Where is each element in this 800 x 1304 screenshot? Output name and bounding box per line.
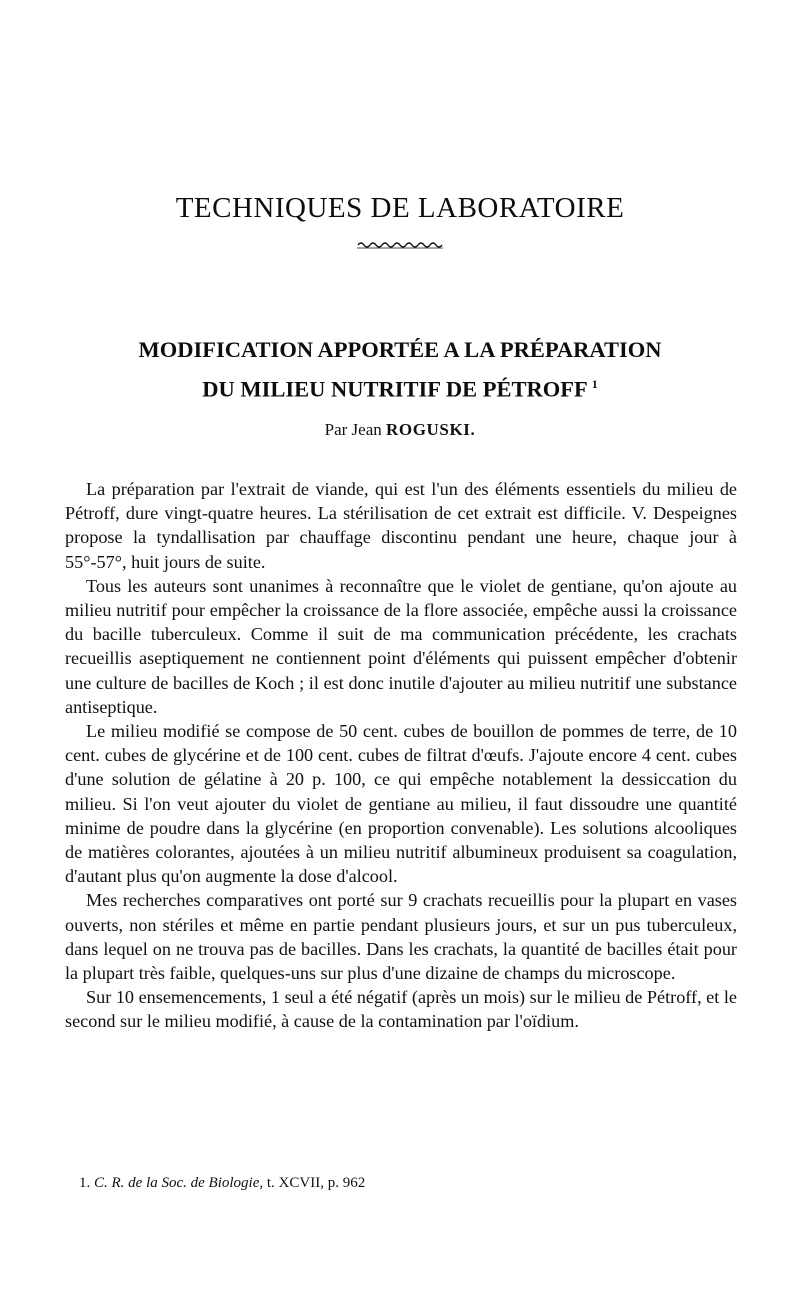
article-title-line-2	[0, 367, 800, 407]
byline-prefix: Par Jean	[324, 420, 382, 439]
wavy-rule-ornament	[357, 240, 443, 250]
article-body	[65, 477, 737, 1034]
byline	[0, 420, 800, 440]
paragraph: Mes recherches comparatives ont porté sur 9 crachats recueillis pour la plupart en vases ouverts, non stériles et même en partie pendant plusieurs jours, et sur un pus tuberculeux, dans lequel on ne trouva pas de bacilles. Dans les crachats, la quantité de bacilles était pour la plupart très faible, quelques-uns sur plus d'une dizaine de champs du microscope.	[65, 890, 737, 984]
article-title-line-2-text: DU MILIEU NUTRITIF DE PÉTROFF	[202, 376, 588, 402]
section-title: TECHNIQUES DE LABORATOIRE	[175, 192, 625, 224]
article-title	[0, 332, 800, 407]
footnote-number: 1.	[79, 1175, 91, 1191]
footnote-reference[interactable]: 1	[591, 377, 598, 391]
paragraph: Tous les auteurs sont unanimes à reconnaître que le violet de gentiane, qu'on ajoute au milieu nutritif pour empêcher la croissance de la flore associée, empêche aussi la croissance du bacille tuberculeux. Comme il suit de ma communication précédente, les crachats recueillis aseptiquement ne contiennent point d'éléments qui puissent empêcher d'obtenir une culture de bacilles de Koch ; il est donc inutile d'ajouter au milieu nutritif une substance antiseptique.	[65, 575, 737, 717]
paragraph: La préparation par l'extrait de viande, qui est l'un des éléments essentiels du milieu de Pétroff, dure vingt-quatre heures. La stérilisation de cet extrait est difficile. V. Despeignes propose la tyndallisation par chauffage discontinu pendant une heure, chaque jour à 55°-57°, huit jours de suite.	[65, 479, 737, 572]
paragraph: Sur 10 ensemencements, 1 seul a été négatif (après un mois) sur le milieu de Pétroff, et le second sur le milieu modifié, à cause de la contamination par l'oïdium.	[65, 987, 737, 1032]
paragraph: Le milieu modifié se compose de 50 cent. cubes de bouillon de pommes de terre, de 10 cent. cubes de glycérine et de 100 cent. cubes de filtrat d'œufs. J'ajoute encore 4 cent. cubes d'une solution de gélatine à 20 p. 100, ce qui empêche notablement la dessiccation du milieu. Si l'on veut ajouter du violet de gentiane au milieu, il faut dissoudre une quantité minime de poudre dans la glycérine (en proportion convenable). Les solutions alcooliques de matières colorantes, ajoutées à un milieu nutritif albumineux produisent sa coagulation, d'autant plus qu'on augmente la dose d'alcool.	[65, 721, 737, 887]
footnote-source: C. R. de la Soc. de Biologie,	[94, 1175, 264, 1191]
footnote-citation: t. XCVII, p. 962	[266, 1175, 366, 1191]
author-name: ROGUSKI.	[386, 420, 476, 439]
footnote	[79, 1175, 365, 1192]
article-title-line-1: MODIFICATION APPORTÉE A LA PRÉPARATION	[138, 337, 662, 362]
